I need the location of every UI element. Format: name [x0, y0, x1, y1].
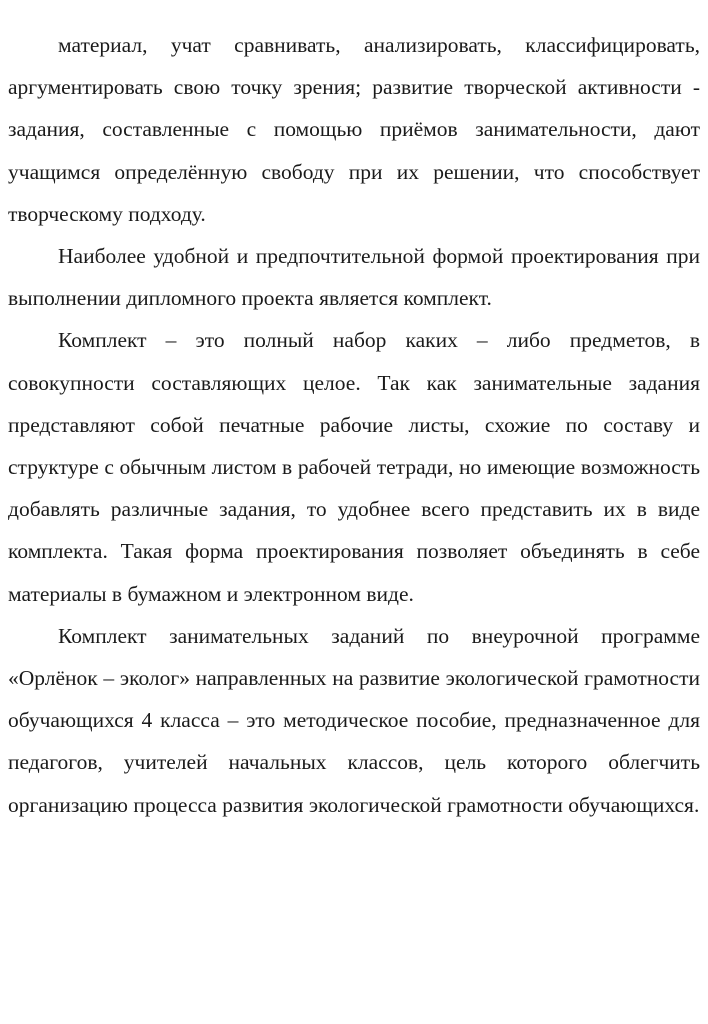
- paragraph-kit-definition: Комплект – это полный набор каких – либо предметов, в совокупности составляющих целое. Так как занимательные задания представляют собой печатные рабочие листы, схожие по составу и структуре с обычным листом в рабочей тетради, но имеющие возможность добавлять различные задания, то удобнее всего представить их в виде комплекта. Такая форма проектирования позволяет объединять в себе материалы в бумажном и электронном виде.: [8, 328, 700, 606]
- paragraph-creative-activity: материал, учат сравнивать, анализировать, классифицировать, аргументировать свою точку зрения; развитие творческой активности - задания, составленные с помощью приёмов занимательности, дают учащимся определённую свободу при их решении, что способствует творческому подходу.: [8, 33, 700, 226]
- body-text: [8, 24, 700, 826]
- paragraph-kit-purpose: Комплект занимательных заданий по внеурочной программе «Орлёнок – эколог» направленных на развитие экологической грамотности обучающихся 4 класса – это методическое пособие, предназначенное для педагогов, учителей начальных классов, цель которого облегчить организацию процесса развития экологической грамотности обучающихся.: [8, 623, 700, 817]
- paragraph-design-form: Наиболее удобной и предпочтительной формой проектирования при выполнении дипломного проекта является комплект.: [8, 244, 700, 311]
